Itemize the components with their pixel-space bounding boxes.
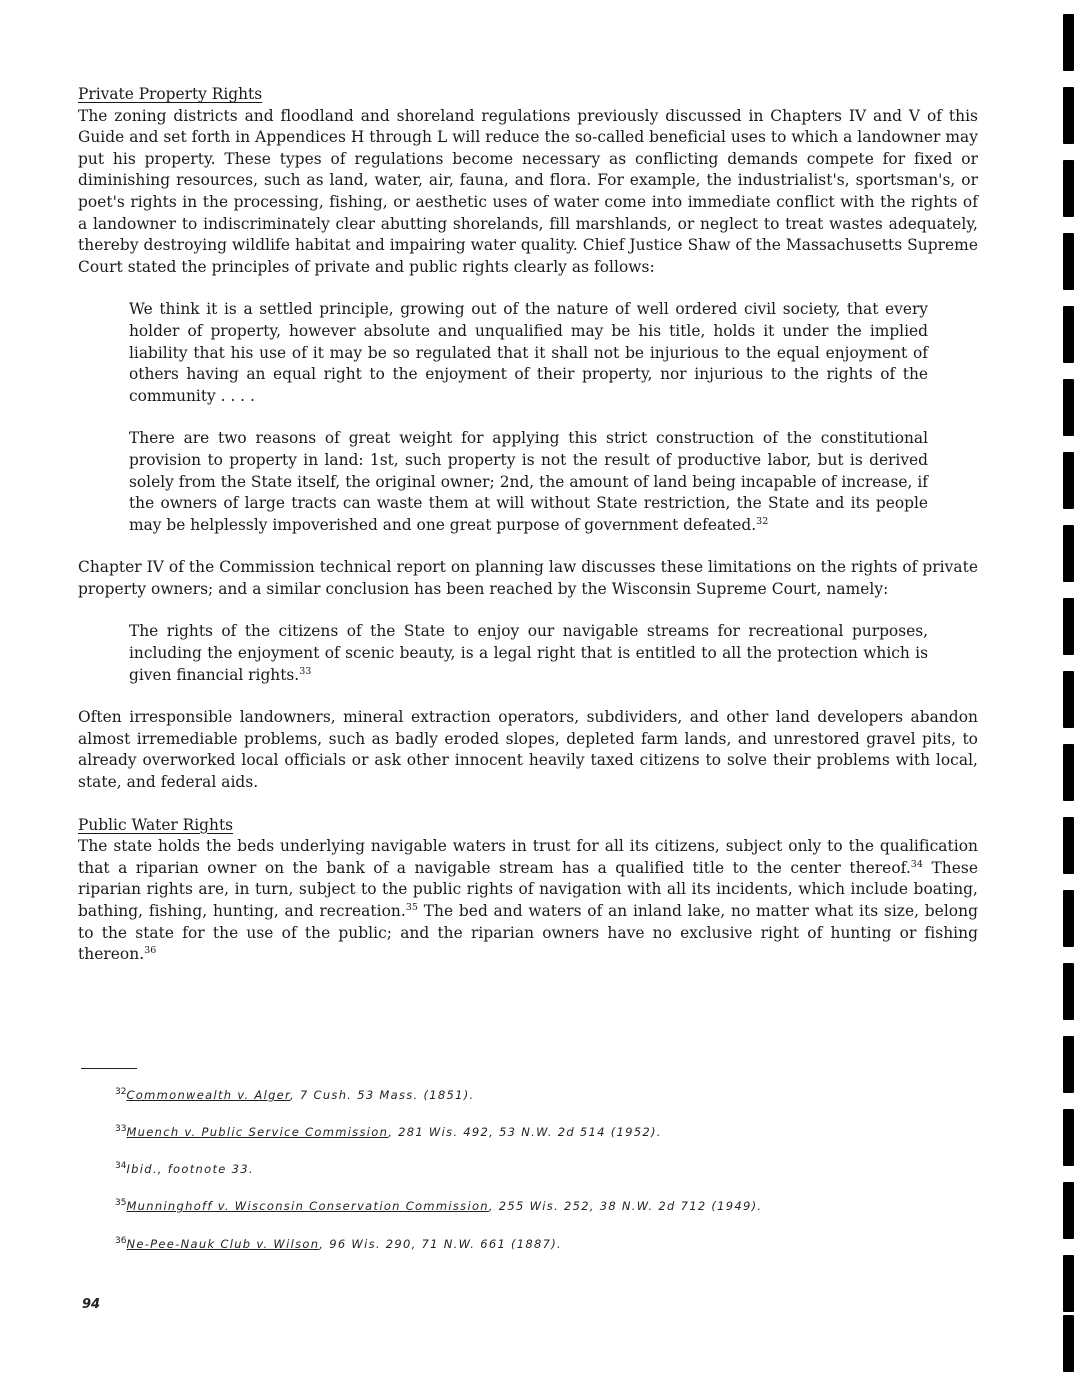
footnote-number: 35 bbox=[115, 1198, 127, 1208]
registration-mark bbox=[1063, 160, 1074, 217]
section-heading-public-water-rights: Public Water Rights bbox=[78, 815, 234, 834]
water-rights-text-3: The bed and waters of an inland lake, no matter what its size, belong to the state for the use of the public; and the riparian owners have no exclusive right of hunting or fishing thereon. bbox=[78, 902, 978, 964]
registration-mark bbox=[1063, 233, 1074, 290]
footnote-ref-35: 35 bbox=[405, 902, 419, 913]
footnote-number: 33 bbox=[115, 1124, 127, 1134]
page-body bbox=[78, 84, 978, 966]
registration-mark bbox=[1063, 744, 1074, 801]
footnote-ref-33: 33 bbox=[299, 665, 312, 677]
footnote-citation: , 7 Cush. 53 Mass. (1851). bbox=[290, 1088, 475, 1102]
footnote-number: 36 bbox=[115, 1236, 127, 1246]
registration-mark bbox=[1063, 379, 1074, 436]
footnote-34 bbox=[115, 1162, 254, 1176]
footnote-case-name: Muench v. Public Service Commission bbox=[126, 1125, 389, 1139]
registration-mark bbox=[1063, 890, 1074, 947]
footnote-35 bbox=[115, 1199, 762, 1213]
quote-navigable-streams-text: The rights of the citizens of the State to enjoy our navigable streams for recreational purposes, including the enjoyment of scenic beauty, is a legal right that is entitled to all the protection which is given financial rights. bbox=[129, 622, 928, 684]
footnote-citation: , 281 Wis. 492, 53 N.W. 2d 514 (1952). bbox=[388, 1125, 662, 1139]
scan-edge-marks bbox=[1063, 0, 1075, 1380]
footnote-ref-36: 36 bbox=[144, 945, 157, 957]
footnote-ref-32: 32 bbox=[756, 515, 769, 527]
registration-mark bbox=[1063, 963, 1074, 1020]
footnote-citation: Ibid., footnote 33. bbox=[126, 1162, 254, 1176]
footnote-citation: , 255 Wis. 252, 38 N.W. 2d 712 (1949). bbox=[488, 1199, 763, 1213]
water-rights-text-1: The state holds the beds underlying navigable waters in trust for all its citizens, subject only to the qualification that a riparian owner on the bank of a navigable stream has a qualified title to the center thereof. bbox=[78, 837, 978, 877]
registration-mark bbox=[1063, 87, 1074, 144]
registration-mark bbox=[1063, 306, 1074, 363]
footnote-33 bbox=[115, 1125, 662, 1139]
section-heading-private-property-rights: Private Property Rights bbox=[78, 85, 263, 103]
registration-mark bbox=[1063, 1109, 1074, 1166]
registration-mark bbox=[1063, 1182, 1074, 1239]
footnote-number: 34 bbox=[115, 1161, 127, 1171]
footnote-number: 32 bbox=[115, 1087, 127, 1097]
quote-strict-construction-text: There are two reasons of great weight for applying this strict construction of the constitutional provision to property in land: 1st, such property is not the result of productive labor, but is derived solely from the State itself, the original owner; 2nd, the amount of land being incapable of increase, if the owners of large tracts can waste them at will without State restriction, the State and its people may be helplessly impoverished and one great purpose of government defeated. bbox=[129, 429, 928, 534]
footnote-case-name: Ne-Pee-Nauk Club v. Wilson bbox=[126, 1237, 320, 1251]
page-number: 94 bbox=[82, 1297, 101, 1312]
footnote-32 bbox=[115, 1088, 474, 1102]
footnote-separator bbox=[81, 1068, 137, 1069]
footnote-ref-34: 34 bbox=[910, 858, 923, 870]
registration-mark bbox=[1063, 14, 1074, 71]
registration-mark bbox=[1063, 1315, 1074, 1372]
footnote-citation: , 96 Wis. 290, 71 N.W. 661 (1887). bbox=[319, 1237, 563, 1251]
paragraph-chapter-iv: Chapter IV of the Commission technical report on planning law discusses these limitations on the rights of private property owners; and a similar conclusion has been reached by the Wisconsin Supreme Court, namely: bbox=[78, 558, 978, 598]
registration-mark bbox=[1063, 598, 1074, 655]
paragraph-zoning-regulations: The zoning districts and floodland and shoreland regulations previously discussed in Chapters IV and V of this Guide and set forth in Appendices H through L will reduce the so-called beneficial uses to which a landowner may put his property. These types of regulations become necessary as conflicting demands compete for fixed or diminishing resources, such as land, water, air, fauna, and flora. For example, the industrialist's, sportsman's, or poet's rights in the processing, fishing, or aesthetic uses of water come into immediate conflict with the rights of a landowner to indiscriminately clear abutting shorelands, fill marshlands, or neglect to treat wastes adequately, thereby destroying wildlife habitat and impairing water quality. Chief Justice Shaw of the Massachusetts Supreme Court stated the principles of private and public rights clearly as follows: bbox=[78, 106, 978, 276]
registration-mark bbox=[1063, 1255, 1074, 1312]
quote-navigable-streams bbox=[129, 621, 928, 686]
quote-shaw-principle: We think it is a settled principle, growing out of the nature of well ordered civil society, that every holder of property, however absolute and unqualified may be his title, holds it under the implied liability that his use of it may be so regulated that it shall not be injurious to the equal enjoyment of others having an equal right to the enjoyment of their property, nor injurious to the rights of the community . . . . bbox=[129, 300, 928, 405]
water-rights-text-2: These riparian rights are, in turn, subject to the public rights of navigation with all its incidents, which include boating, bathing, fishing, hunting, and recreation. bbox=[78, 858, 978, 920]
registration-mark bbox=[1063, 817, 1074, 874]
registration-mark bbox=[1063, 525, 1074, 582]
quote-strict-construction bbox=[129, 428, 928, 536]
footnote-case-name: Commonwealth v. Alger bbox=[126, 1088, 291, 1102]
footnote-case-name: Munninghoff v. Wisconsin Conservation Commission bbox=[126, 1199, 489, 1213]
paragraph-irresponsible-landowners: Often irresponsible landowners, mineral extraction operators, subdividers, and other land developers abandon almost irremediable problems, such as badly eroded slopes, depleted farm lands, and unrestored gravel pits, to already overworked local officials or ask other innocent heavily taxed citizens to solve their problems with local, state, and federal aids. bbox=[78, 708, 978, 792]
registration-mark bbox=[1063, 452, 1074, 509]
registration-mark bbox=[1063, 671, 1074, 728]
registration-mark bbox=[1063, 1036, 1074, 1093]
paragraph-public-water-rights bbox=[78, 836, 978, 966]
footnote-36 bbox=[115, 1237, 562, 1251]
